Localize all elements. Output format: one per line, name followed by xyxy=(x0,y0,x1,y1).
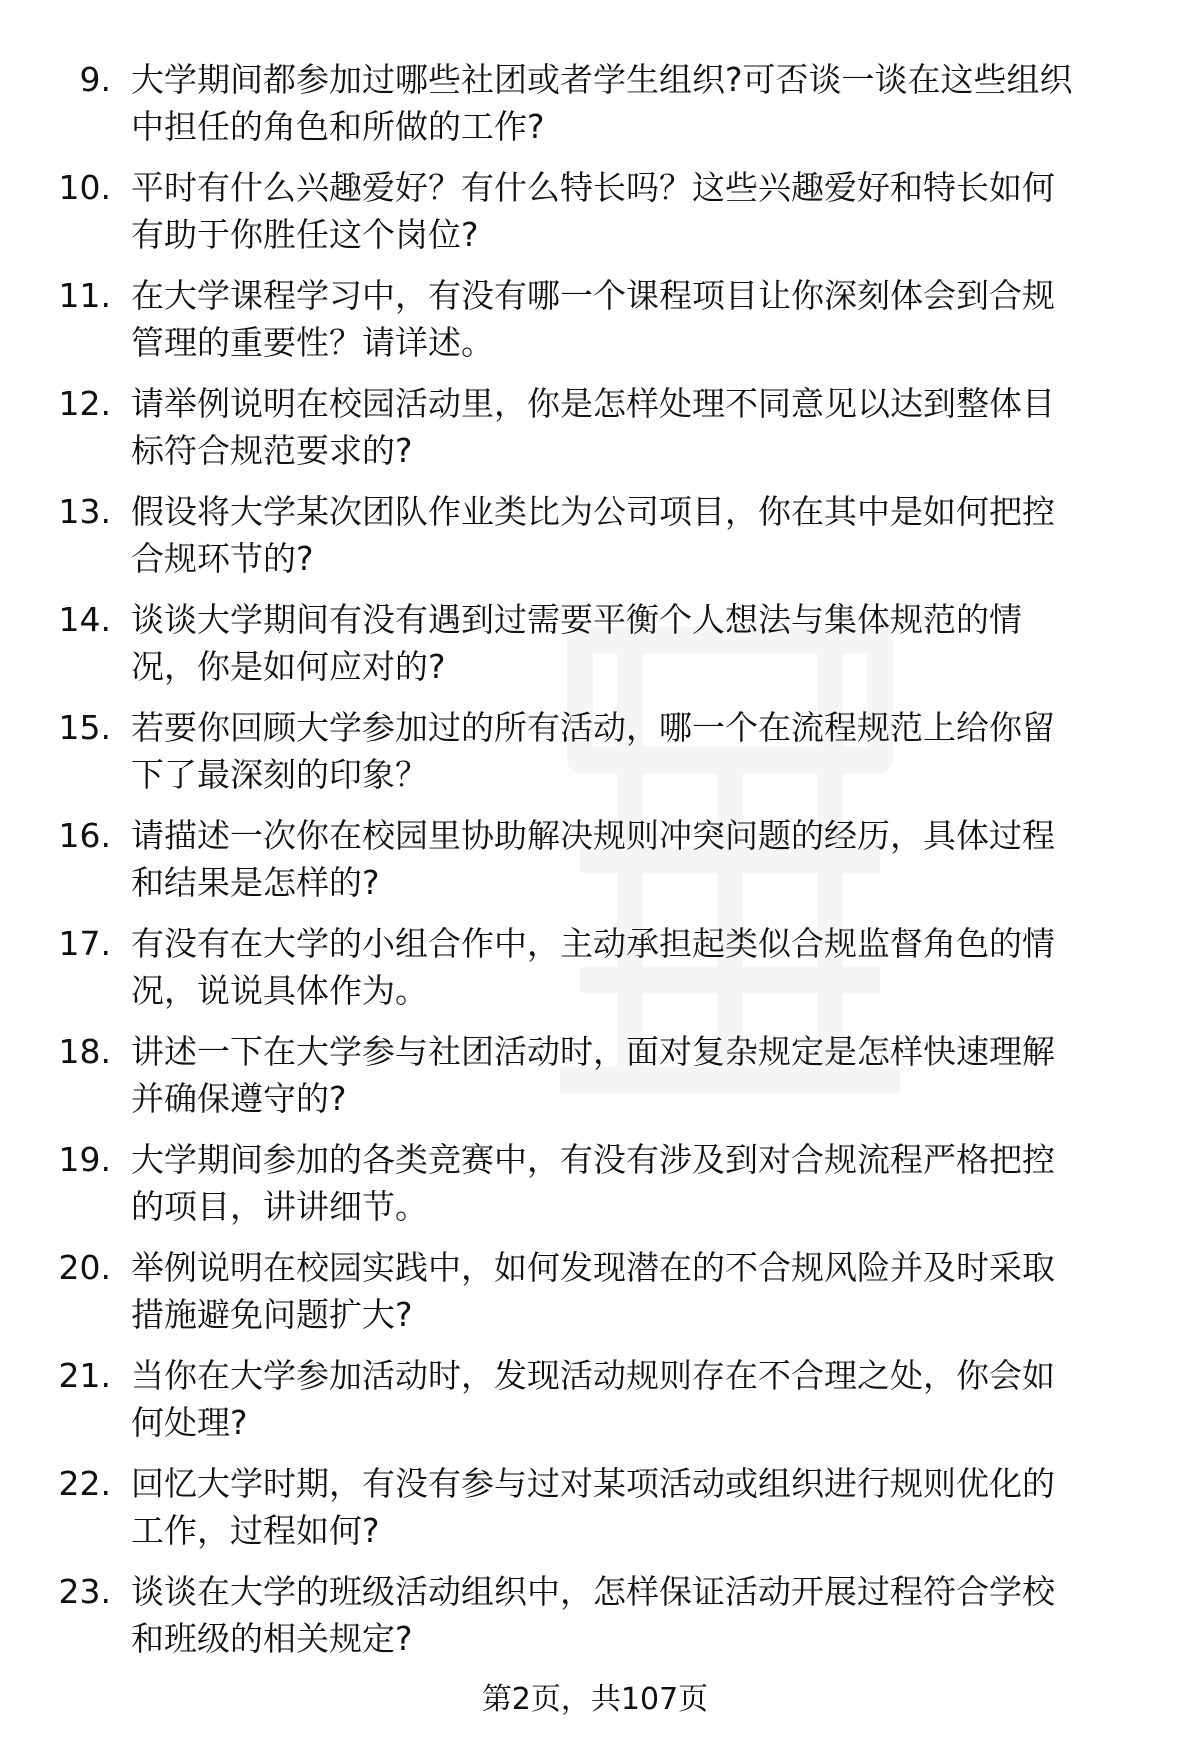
question-text: 若要你回顾大学参加过的所有活动，哪一个在流程规范上给你留 下了最深刻的印象？ xyxy=(131,708,1055,794)
question-list xyxy=(0,56,1190,1676)
question-item xyxy=(0,1460,1190,1568)
question-number: 16. xyxy=(58,816,111,855)
question-number: 20. xyxy=(58,1248,111,1287)
question-number: 22. xyxy=(58,1464,111,1503)
question-item xyxy=(0,1568,1190,1676)
question-text: 谈谈在大学的班级活动组织中，怎样保证活动开展过程符合学校 和班级的相关规定? xyxy=(131,1572,1055,1658)
question-item xyxy=(0,1136,1190,1244)
question-item xyxy=(0,1028,1190,1136)
question-text: 讲述一下在大学参与社团活动时，面对复杂规定是怎样快速理解 并确保遵守的? xyxy=(131,1032,1055,1118)
question-number: 12. xyxy=(58,384,111,423)
question-item xyxy=(0,596,1190,704)
question-item xyxy=(0,488,1190,596)
question-item xyxy=(0,56,1190,164)
question-item xyxy=(0,1244,1190,1352)
question-text: 当你在大学参加活动时，发现活动规则存在不合理之处，你会如 何处理? xyxy=(131,1356,1055,1442)
question-item xyxy=(0,380,1190,488)
question-number: 10. xyxy=(58,168,111,207)
question-item xyxy=(0,1352,1190,1460)
question-item xyxy=(0,704,1190,812)
question-text: 请举例说明在校园活动里，你是怎样处理不同意见以达到整体目 标符合规范要求的? xyxy=(131,384,1055,470)
question-text: 大学期间都参加过哪些社团或者学生组织?可否谈一谈在这些组织 中担任的角色和所做的工作? xyxy=(131,60,1073,146)
question-number: 19. xyxy=(58,1140,111,1179)
question-number: 18. xyxy=(58,1032,111,1071)
question-item xyxy=(0,164,1190,272)
question-text: 大学期间参加的各类竞赛中，有没有涉及到对合规流程严格把控 的项目，讲讲细节。 xyxy=(131,1140,1055,1226)
question-number: 23. xyxy=(58,1572,111,1611)
question-item xyxy=(0,272,1190,380)
question-text: 平时有什么兴趣爱好？有什么特长吗？这些兴趣爱好和特长如何 有助于你胜任这个岗位? xyxy=(131,168,1055,254)
question-item xyxy=(0,920,1190,1028)
question-number: 9. xyxy=(79,60,111,99)
question-text: 有没有在大学的小组合作中，主动承担起类似合规监督角色的情 况，说说具体作为。 xyxy=(131,924,1055,1010)
question-number: 17. xyxy=(58,924,111,963)
question-text: 谈谈大学期间有没有遇到过需要平衡个人想法与集体规范的情 况，你是如何应对的? xyxy=(131,600,1022,686)
question-text: 假设将大学某次团队作业类比为公司项目，你在其中是如何把控 合规环节的? xyxy=(131,492,1055,578)
question-number: 15. xyxy=(58,708,111,747)
question-text: 在大学课程学习中，有没有哪一个课程项目让你深刻体会到合规 管理的重要性？请详述。 xyxy=(131,276,1055,362)
question-number: 14. xyxy=(58,600,111,639)
question-text: 回忆大学时期，有没有参与过对某项活动或组织进行规则优化的 工作，过程如何? xyxy=(131,1464,1055,1550)
question-number: 11. xyxy=(58,276,111,315)
question-number: 21. xyxy=(58,1356,111,1395)
question-item xyxy=(0,812,1190,920)
question-number: 13. xyxy=(58,492,111,531)
question-text: 举例说明在校园实践中，如何发现潜在的不合规风险并及时采取 措施避免问题扩大? xyxy=(131,1248,1055,1334)
question-text: 请描述一次你在校园里协助解决规则冲突问题的经历，具体过程 和结果是怎样的? xyxy=(131,816,1055,902)
page-indicator: 第2页，共107页 xyxy=(481,1682,709,1717)
